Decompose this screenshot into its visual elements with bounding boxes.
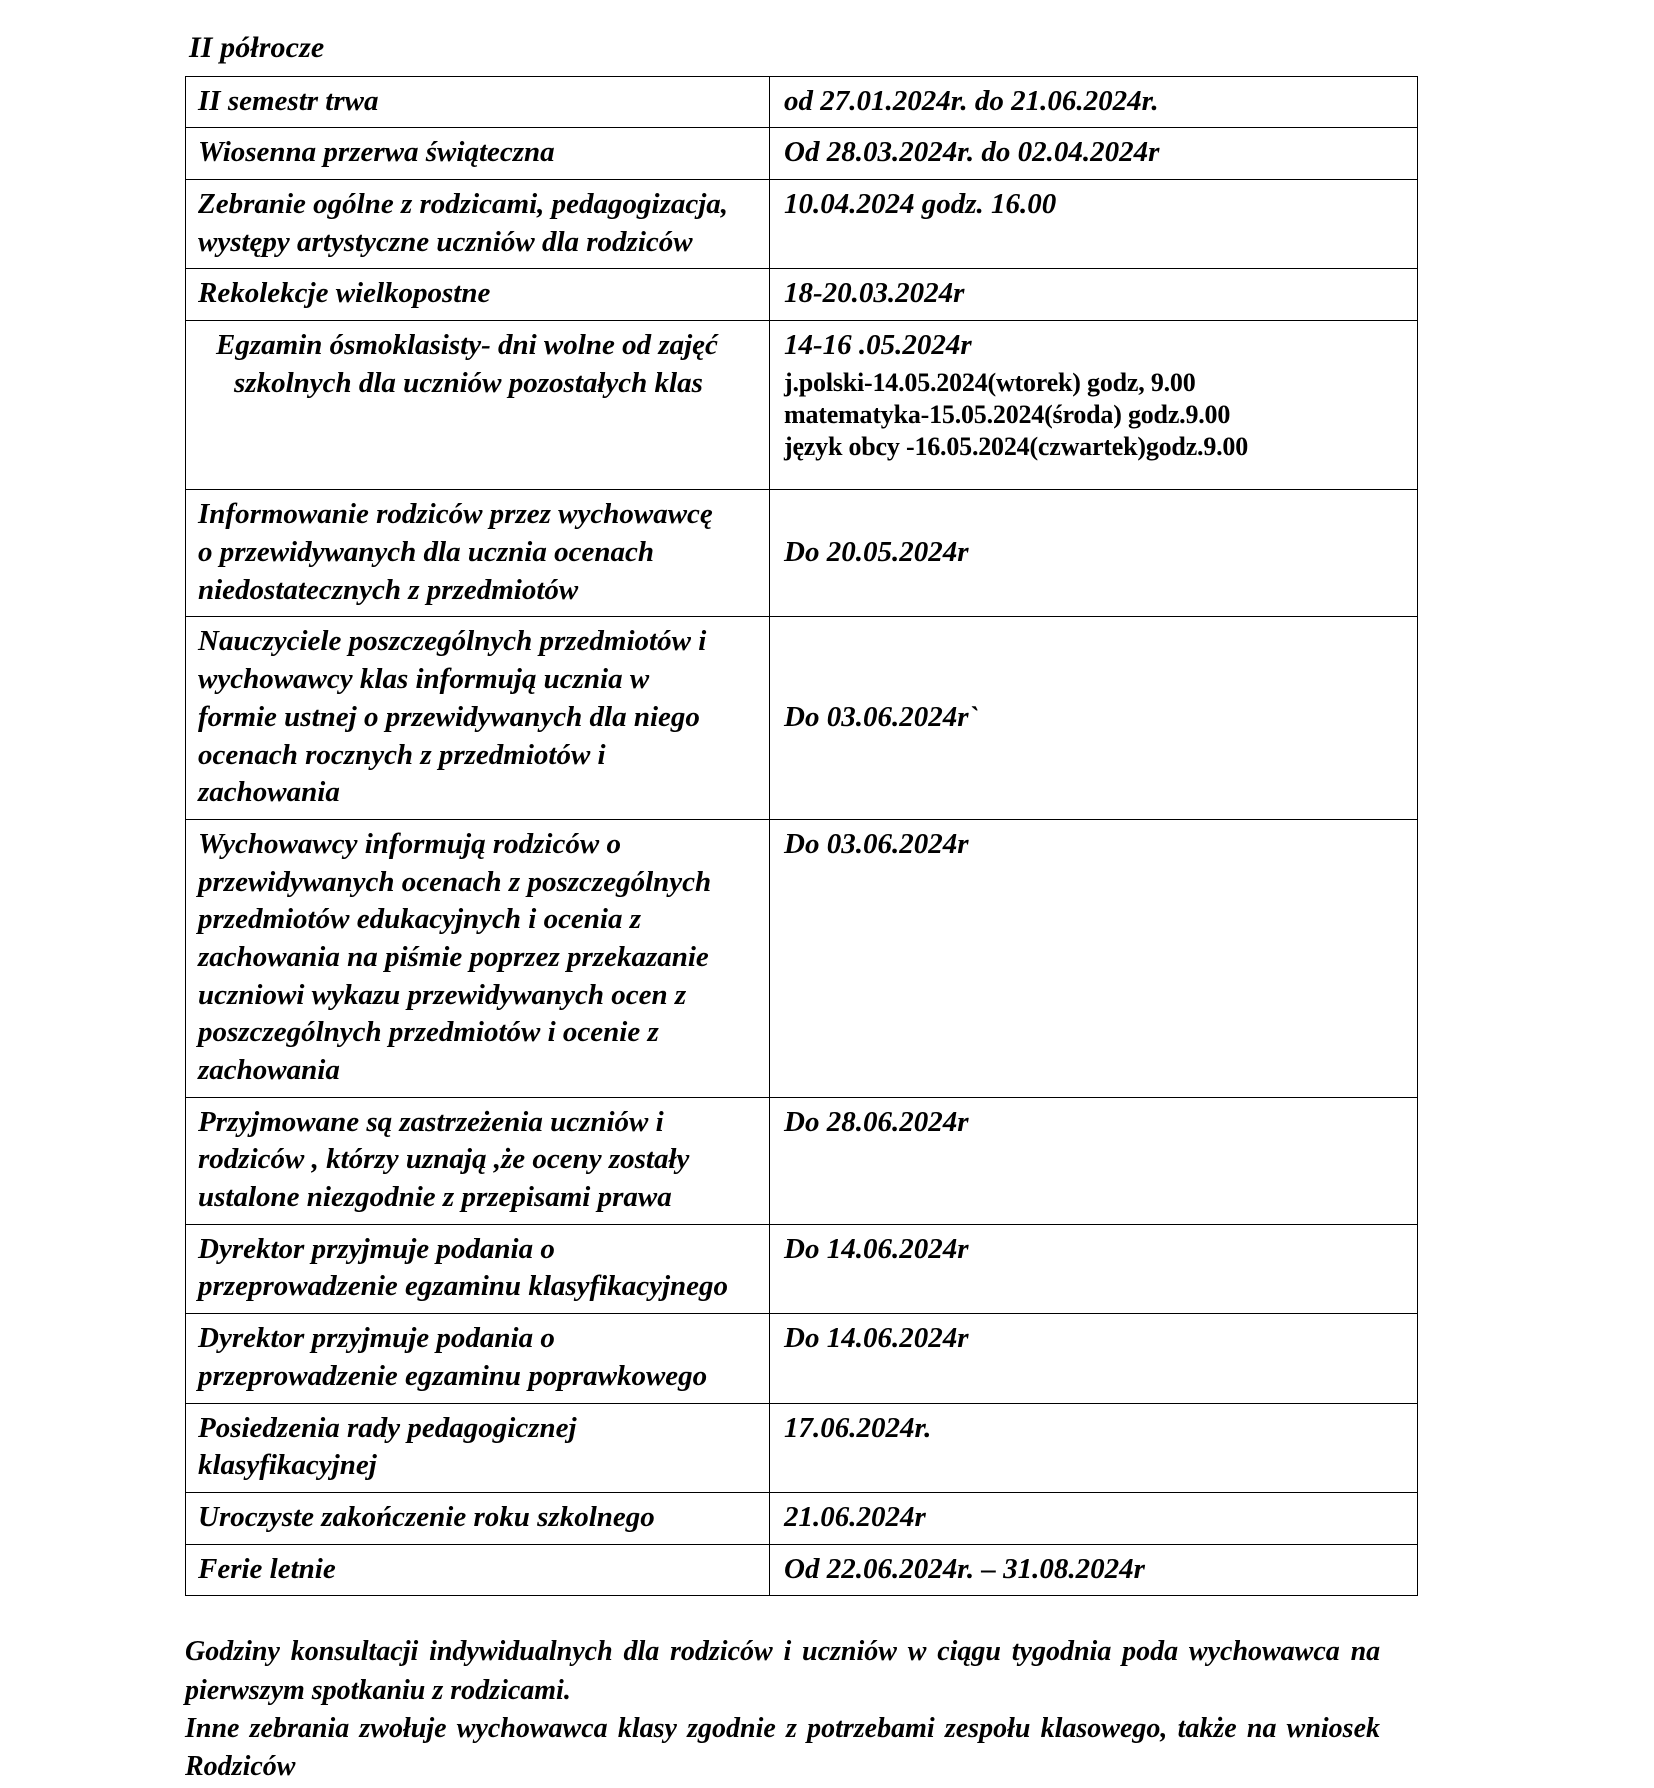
row-label-cell [186, 76, 770, 128]
row-label-cell [186, 1403, 770, 1492]
table-row [186, 1492, 1418, 1544]
table-row [186, 617, 1418, 819]
row-value-cell [770, 819, 1418, 1097]
row-label-line: szkolnych dla uczniów pozostałych klas [234, 366, 703, 399]
cell-spacer [216, 402, 761, 482]
row-value-text: Do 14.06.2024r [784, 1322, 969, 1355]
row-label-cell [186, 1544, 770, 1596]
row-label-line: uczniowi wykazu przewidywanych ocen z [198, 978, 687, 1011]
row-label-text: Ferie letnie [198, 1552, 336, 1585]
row-label-line: rodziców , którzy uznają ,że oceny zostały [198, 1143, 690, 1176]
row-value-text: Od 22.06.2024r. – 31.08.2024r [784, 1552, 1145, 1585]
row-label-cell [186, 819, 770, 1097]
row-value-text: 21.06.2024r [784, 1500, 926, 1533]
row-label-line: poszczególnych przedmiotów i ocenie z [198, 1016, 659, 1049]
row-value-text: 17.06.2024r. [784, 1411, 932, 1444]
row-label-cell [186, 179, 770, 268]
row-label-cell [186, 1097, 770, 1224]
row-label-line: niedostatecznych z przedmiotów [198, 573, 579, 606]
exam-subject-line: j.polski-14.05.2024(wtorek) godz, 9.00 [784, 367, 1196, 397]
row-label-line: ustalone niezgodnie z przepisami prawa [198, 1181, 672, 1214]
row-label-cell [186, 1492, 770, 1544]
exam-subject-line: matematyka-15.05.2024(środa) godz.9.00 [784, 399, 1231, 429]
row-label-line: zachowania [198, 1054, 340, 1087]
row-label-line: przeprowadzenie egzaminu klasyfikacyjnego [198, 1270, 729, 1303]
row-value-text: Do 14.06.2024r [784, 1232, 969, 1265]
row-label-line: przeprowadzenie egzaminu poprawkowego [198, 1359, 708, 1392]
row-label-cell [186, 128, 770, 180]
row-value-text: Od 28.03.2024r. do 02.04.2024r [784, 136, 1160, 169]
table-row [186, 1097, 1418, 1224]
row-value-cell [770, 617, 1418, 819]
row-value-cell [770, 321, 1418, 490]
row-value-cell [770, 76, 1418, 128]
exam-subject-line: język obcy -16.05.2024(czwartek)godz.9.00 [784, 432, 1249, 462]
page-title: II półrocze [189, 31, 325, 64]
footnote-paragraph-1-cont [185, 1673, 1380, 1709]
schedule-table [185, 76, 1418, 1597]
row-label-line: Posiedzenia rady pedagogicznej [198, 1411, 577, 1444]
row-label-text: II semestr trwa [198, 84, 379, 117]
row-value-cell [770, 1224, 1418, 1313]
row-label-cell [186, 1224, 770, 1313]
row-value-cell [770, 490, 1418, 617]
document-body [185, 30, 1417, 1788]
row-value-text: Do 20.05.2024r [784, 536, 969, 569]
footnote-line: Inne zebrania zwołuje wychowawca klasy zgodnie z potrzebami zespołu klasowego, także na wniosek [185, 1713, 1380, 1745]
row-value-text: 10.04.2024 godz. 16.00 [784, 187, 1057, 220]
row-label-cell [186, 1314, 770, 1403]
row-label-line: Dyrektor przyjmuje podania o [198, 1232, 555, 1265]
row-label-line: o przewidywanych dla ucznia ocenach [198, 536, 654, 569]
row-label-line: Zebranie ogólne z rodzicami, pedagogizacja, [198, 187, 729, 220]
row-label-line: Przyjmowane są zastrzeżenia uczniów i [198, 1105, 664, 1138]
table-row [186, 1224, 1418, 1313]
row-label-line: Wychowawcy informują rodziców o [198, 827, 621, 860]
row-value-cell [770, 1403, 1418, 1492]
table-row [186, 179, 1418, 268]
row-value-cell [770, 128, 1418, 180]
row-label-cell [186, 269, 770, 321]
footnote-paragraph-1 [185, 1634, 1380, 1670]
table-row [186, 490, 1418, 617]
footnote-paragraph-2 [185, 1711, 1380, 1747]
row-value-cell [770, 1314, 1418, 1403]
row-label-cell [186, 617, 770, 819]
row-label-line: zachowania na piśmie poprzez przekazanie [198, 940, 709, 973]
row-label-cell [186, 321, 770, 490]
table-row [186, 819, 1418, 1097]
footnote-line: Rodziców [185, 1751, 296, 1783]
table-row [186, 1544, 1418, 1596]
table-row [186, 1403, 1418, 1492]
row-label-text: Rekolekcje wielkopostne [198, 277, 491, 310]
row-value-text: Do 28.06.2024r [784, 1105, 969, 1138]
row-label-line: Egzamin ósmoklasisty- dni wolne od zajęć [216, 329, 718, 362]
row-label-line: wychowawcy klas informują ucznia w [198, 663, 650, 696]
table-row-exam [186, 321, 1418, 490]
row-label-line: przewidywanych ocenach z poszczególnych [198, 865, 712, 898]
schedule-table-body [186, 76, 1418, 1596]
row-label-cell [186, 490, 770, 617]
row-value-cell [770, 1544, 1418, 1596]
row-label-line: Nauczyciele poszczególnych przedmiotów i [198, 625, 707, 658]
table-row [186, 269, 1418, 321]
footnote-paragraph-2-cont [185, 1749, 1380, 1785]
footnote-line: pierwszym spotkaniu z rodzicami. [185, 1674, 571, 1706]
row-value-text: od 27.01.2024r. do 21.06.2024r. [784, 84, 1159, 117]
row-label-line: klasyfikacyjnej [198, 1449, 377, 1482]
row-value-cell [770, 179, 1418, 268]
row-label-line: ocenach rocznych z przedmiotów i [198, 738, 606, 771]
row-label-text: Uroczyste zakończenie roku szkolnego [198, 1500, 655, 1533]
row-label-line: Informowanie rodziców przez wychowawcę [198, 498, 713, 531]
table-row [186, 128, 1418, 180]
footnote-line: Godziny konsultacji indywidualnych dla rodziców i uczniów w ciągu tygodnia poda wychowawca na [185, 1636, 1381, 1668]
row-value-text: 18-20.03.2024r [784, 277, 965, 310]
row-label-text: Wiosenna przerwa świąteczna [198, 136, 555, 169]
row-value-cell [770, 1097, 1418, 1224]
row-value-text: Do 03.06.2024r [784, 827, 969, 860]
row-label-line: formie ustnej o przewidywanych dla niego [198, 700, 700, 733]
row-label-line: Dyrektor przyjmuje podania o [198, 1322, 555, 1355]
exam-date-range: 14-16 .05.2024r [784, 329, 972, 362]
table-row [186, 1314, 1418, 1403]
row-value-cell [770, 1492, 1418, 1544]
footnotes [185, 1634, 1380, 1786]
table-row [186, 76, 1418, 128]
row-value-cell [770, 269, 1418, 321]
row-value-text: Do 03.06.2024r` [784, 700, 979, 733]
row-label-line: występy artystyczne uczniów dla rodziców [198, 225, 693, 258]
row-label-line: zachowania [198, 776, 340, 809]
row-label-line: przedmiotów edukacyjnych i ocenia z [198, 903, 642, 936]
